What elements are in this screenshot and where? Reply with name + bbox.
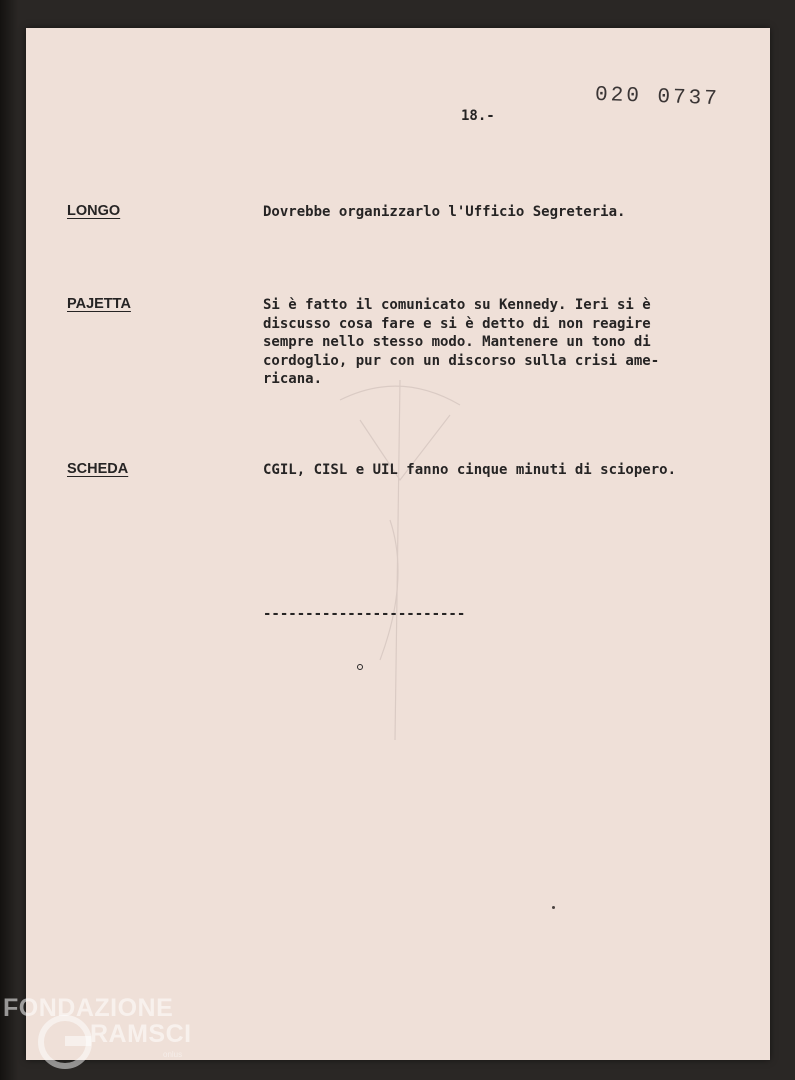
watermark-line1: FONDAZIONE (3, 994, 174, 1022)
page-number: 18.- (461, 108, 495, 124)
typed-circle-mark (357, 664, 363, 670)
speech-scheda: CGIL, CISL e UIL fanno cinque minuti di sciopero. (263, 462, 677, 478)
separator-line: ------------------------ (263, 606, 466, 622)
paper-speck (552, 906, 555, 909)
speech-pajetta: Si è fatto il comunicato su Kennedy. Ieri si è discusso cosa fare e si è detto di non reagire sempre nello stesso modo. Mantenere un tono di cordoglio, pur con un discorso sulla crisi ame- ricana. (263, 297, 660, 387)
speech-longo: Dovrebbe organizzarlo l'Ufficio Segreteria. (263, 204, 626, 220)
scanner-edge (0, 0, 18, 1080)
speaker-longo: LONGO (67, 203, 121, 219)
archival-number: 020 0737 (594, 83, 721, 112)
speaker-pajetta: PAJETTA (67, 296, 131, 312)
pencil-sketch-mark (300, 360, 500, 760)
watermark-line2: RAMSCI (90, 1020, 192, 1048)
speaker-scheda: SCHEDA (67, 461, 129, 477)
watermark-small: onlus (163, 1050, 183, 1059)
